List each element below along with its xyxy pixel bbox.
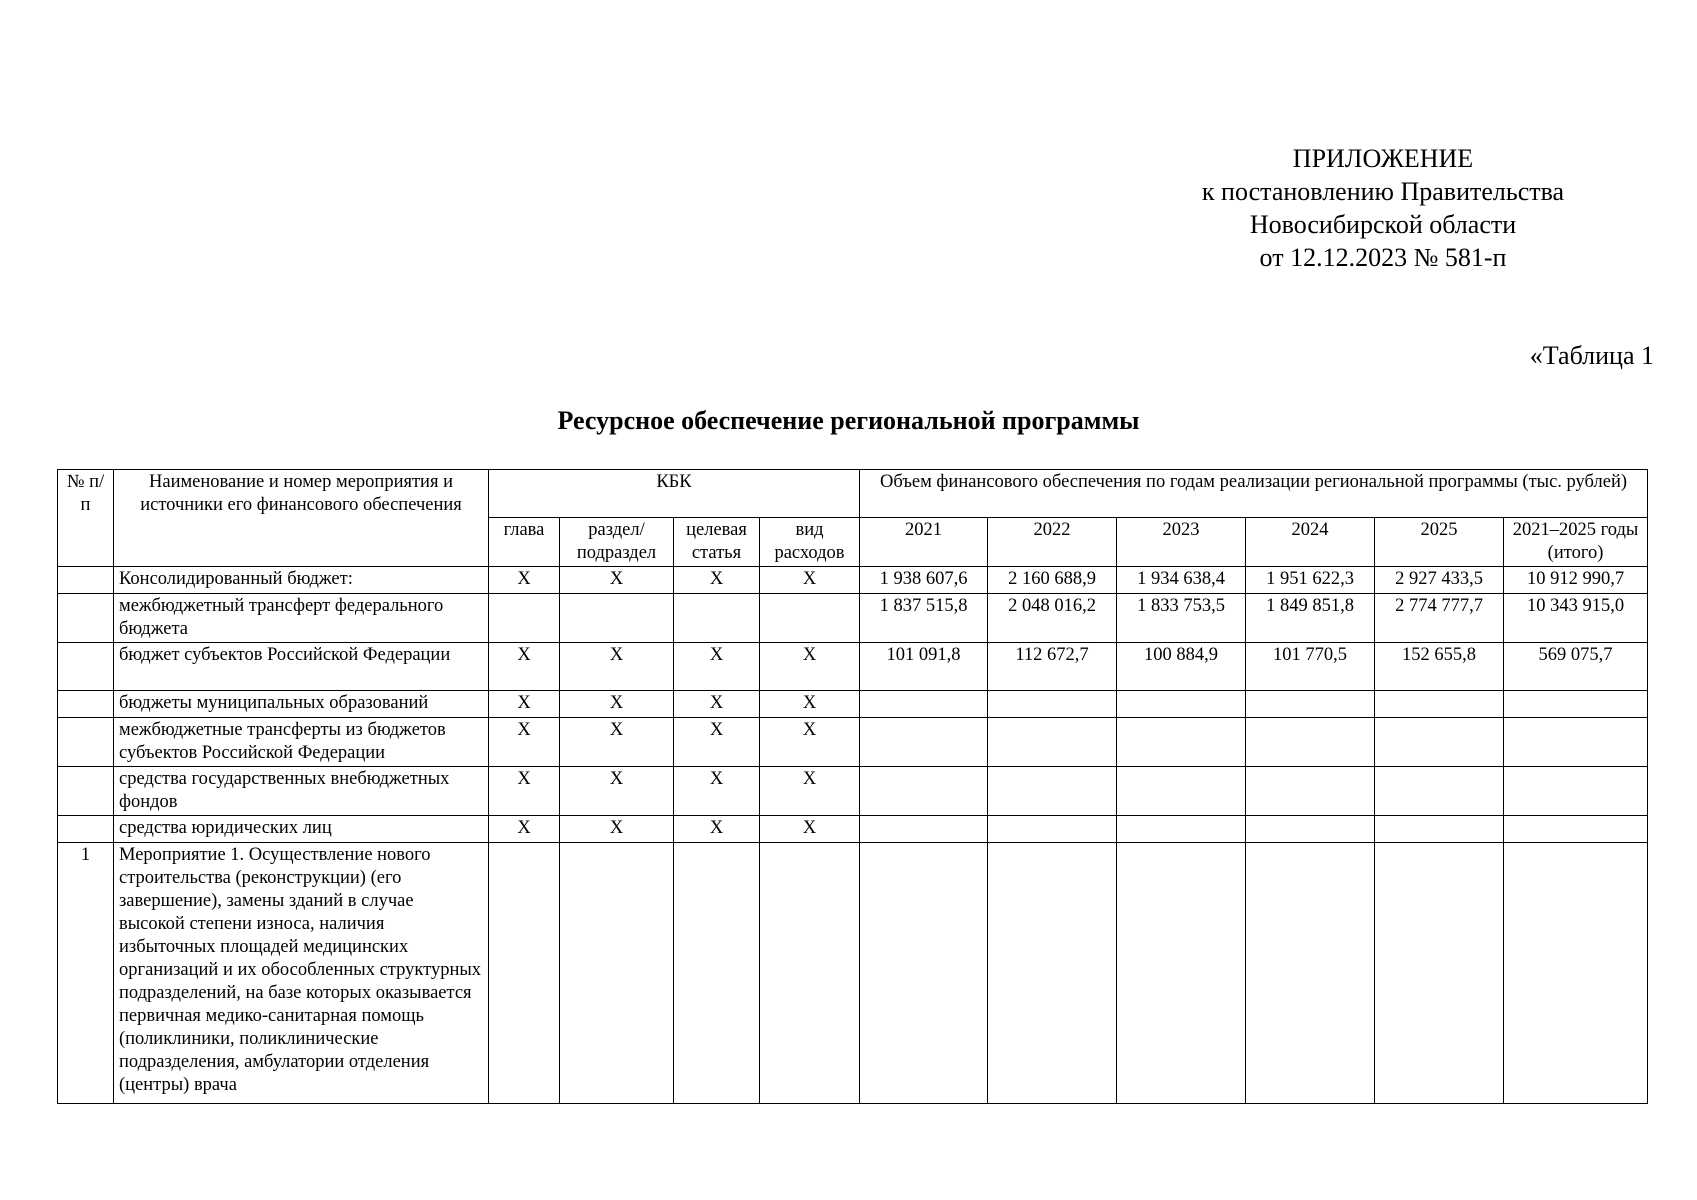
value-cell: [1117, 718, 1246, 767]
table-row: [58, 691, 1648, 718]
row-name: средства государственных внебюджетных фондов: [114, 767, 489, 816]
row-name: Мероприятие 1. Осуществление нового строительства (реконструкции) (его завершение), замены зданий в случае высокой степени износа, наличия избыточных площадей медицинских организаций и их обособленных структурных подразделений, на базе которых оказывается первичная медико-санитарная помощь (поликлиники, поликлинические подразделения, амбулатории отделения (центры) врача: [114, 843, 489, 1104]
header-year: 2021: [860, 518, 988, 567]
row-number: [58, 594, 114, 643]
header-year: 2022: [988, 518, 1117, 567]
value-cell: 101 091,8: [860, 643, 988, 691]
kbk-cell: Х: [674, 567, 760, 594]
kbk-cell: Х: [489, 691, 560, 718]
header-kbk-chapter: глава: [489, 518, 560, 567]
kbk-cell: Х: [674, 718, 760, 767]
kbk-cell: [674, 843, 760, 1104]
value-cell-total: [1504, 691, 1648, 718]
row-name: бюджеты муниципальных образований: [114, 691, 489, 718]
kbk-cell: Х: [489, 567, 560, 594]
value-cell: [1246, 843, 1375, 1104]
header-name: Наименование и номер мероприятия и источники его финансового обеспечения: [114, 470, 489, 567]
value-cell: 1 938 607,6: [860, 567, 988, 594]
kbk-cell: Х: [489, 767, 560, 816]
value-cell: 1 837 515,8: [860, 594, 988, 643]
kbk-cell: Х: [760, 767, 860, 816]
kbk-cell: Х: [760, 718, 860, 767]
value-cell: 1 833 753,5: [1117, 594, 1246, 643]
appendix-date-number: от 12.12.2023 № 581-п: [1259, 243, 1507, 272]
value-cell: 100 884,9: [1117, 643, 1246, 691]
value-cell-total: 10 343 915,0: [1504, 594, 1648, 643]
document-title: Ресурсное обеспечение региональной программы: [557, 406, 1140, 435]
kbk-cell: Х: [489, 643, 560, 691]
row-name: Консолидированный бюджет:: [114, 567, 489, 594]
kbk-cell: Х: [674, 767, 760, 816]
kbk-cell: [489, 594, 560, 643]
kbk-cell: Х: [560, 718, 674, 767]
kbk-cell: [489, 843, 560, 1104]
value-cell: [1117, 843, 1246, 1104]
value-cell: [860, 691, 988, 718]
value-cell-total: [1504, 816, 1648, 843]
value-cell-total: 569 075,7: [1504, 643, 1648, 691]
value-cell: [1375, 767, 1504, 816]
value-cell-total: [1504, 767, 1648, 816]
value-cell-total: [1504, 718, 1648, 767]
row-name: средства юридических лиц: [114, 816, 489, 843]
appendix-block: [1150, 142, 1616, 274]
value-cell: [1246, 718, 1375, 767]
value-cell: [988, 691, 1117, 718]
kbk-cell: Х: [760, 643, 860, 691]
table-row: [58, 816, 1648, 843]
appendix-title: ПРИЛОЖЕНИЕ: [1292, 144, 1474, 173]
value-cell-total: 10 912 990,7: [1504, 567, 1648, 594]
header-year: 2024: [1246, 518, 1375, 567]
row-number: [58, 567, 114, 594]
row-name: межбюджетный трансферт федерального бюджета: [114, 594, 489, 643]
value-cell: [1117, 816, 1246, 843]
value-cell: [860, 816, 988, 843]
value-cell: 112 672,7: [988, 643, 1117, 691]
value-cell: [1375, 718, 1504, 767]
value-cell: 2 048 016,2: [988, 594, 1117, 643]
kbk-cell: Х: [674, 816, 760, 843]
value-cell: [988, 767, 1117, 816]
table-row: [58, 567, 1648, 594]
header-kbk-section: раздел/ подраздел: [560, 518, 674, 567]
kbk-cell: Х: [560, 567, 674, 594]
value-cell: 1 951 622,3: [1246, 567, 1375, 594]
value-cell: [860, 767, 988, 816]
value-cell: [1117, 691, 1246, 718]
kbk-cell: Х: [560, 691, 674, 718]
kbk-cell: Х: [674, 643, 760, 691]
table-row: [58, 718, 1648, 767]
kbk-cell: Х: [560, 643, 674, 691]
value-cell: [1246, 691, 1375, 718]
appendix-line: к постановлению Правительства: [1201, 177, 1565, 206]
value-cell: 1 934 638,4: [1117, 567, 1246, 594]
table-row: [58, 767, 1648, 816]
row-number: [58, 816, 114, 843]
header-volume: Объем финансового обеспечения по годам реализации региональной программы (тыс. рублей): [860, 470, 1648, 518]
header-kbk-expense-type: вид расходов: [760, 518, 860, 567]
kbk-cell: [560, 843, 674, 1104]
value-cell: [1246, 767, 1375, 816]
value-cell: 2 927 433,5: [1375, 567, 1504, 594]
value-cell: [1117, 767, 1246, 816]
header-row: [58, 470, 1648, 518]
kbk-cell: [760, 843, 860, 1104]
value-cell: 101 770,5: [1246, 643, 1375, 691]
value-cell: [1375, 816, 1504, 843]
kbk-cell: Х: [489, 816, 560, 843]
row-number: [58, 643, 114, 691]
kbk-cell: Х: [489, 718, 560, 767]
resource-table: [57, 469, 1648, 1104]
value-cell: [1375, 843, 1504, 1104]
value-cell: [988, 843, 1117, 1104]
kbk-cell: Х: [560, 767, 674, 816]
kbk-cell: Х: [674, 691, 760, 718]
header-total: 2021–2025 годы (итого): [1504, 518, 1648, 567]
appendix-line: Новосибирской области: [1249, 210, 1517, 239]
table-row: [58, 643, 1648, 691]
value-cell: [1375, 691, 1504, 718]
value-cell: [1246, 816, 1375, 843]
header-kbk-target: целевая статья: [674, 518, 760, 567]
value-cell: [860, 718, 988, 767]
kbk-cell: Х: [760, 691, 860, 718]
value-cell: 1 849 851,8: [1246, 594, 1375, 643]
header-year: 2023: [1117, 518, 1246, 567]
header-kbk: КБК: [489, 470, 860, 518]
table-label: «Таблица 1: [1529, 341, 1654, 370]
value-cell: [860, 843, 988, 1104]
kbk-cell: [674, 594, 760, 643]
kbk-cell: Х: [560, 816, 674, 843]
row-number: [58, 767, 114, 816]
header-no: № п/п: [58, 470, 114, 567]
row-name: межбюджетные трансферты из бюджетов субъектов Российской Федерации: [114, 718, 489, 767]
kbk-cell: Х: [760, 567, 860, 594]
value-cell-total: [1504, 843, 1648, 1104]
header-year: 2025: [1375, 518, 1504, 567]
row-number: 1: [58, 843, 114, 1104]
row-name: бюджет субъектов Российской Федерации: [114, 643, 489, 691]
value-cell: [988, 718, 1117, 767]
value-cell: 2 774 777,7: [1375, 594, 1504, 643]
kbk-cell: [560, 594, 674, 643]
value-cell: 152 655,8: [1375, 643, 1504, 691]
kbk-cell: Х: [760, 816, 860, 843]
kbk-cell: [760, 594, 860, 643]
value-cell: 2 160 688,9: [988, 567, 1117, 594]
table-row: [58, 843, 1648, 1104]
table-row: [58, 594, 1648, 643]
value-cell: [988, 816, 1117, 843]
row-number: [58, 691, 114, 718]
row-number: [58, 718, 114, 767]
